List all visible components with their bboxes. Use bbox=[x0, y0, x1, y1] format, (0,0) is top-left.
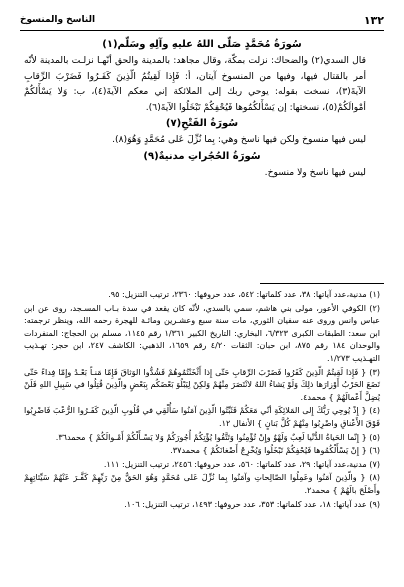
paragraph-fath: ليس فيها منسوخ ولكن فيها ناسخ وهي: بِما نُزِّلَ عَلى مُحَمَّدٍ وَهُوَ(٨). bbox=[112, 134, 366, 146]
paragraph-muhammad: قال السدي(٢) والضحاك: نزلت بمكّة، وقال مجاهد: بالمدينة والحق أنّهـا نزلـت بالمدينة لأنّه أمر بالقتال فيها، وفيها من المنسوخ آيتان، أ: فَإِذا لَقِيتُمُ الّذِينَ كَفَـرُوا فَضَرْبَ الرِّقابِ الآيةَ(٣)، نسخت بقوله: يوحي ربك إلى الملائكة إني معكم الآيةَ(٤)، ب: وَلا يَسْأَلكُمْ أمْوالَكُمْ(٥)، نسختها: إن يَسْأَلكُمُوها فَيُحْفِكُمْ تَبْخَلُوا الآيةَ(٦). bbox=[24, 55, 367, 113]
footnote-5: (٥) { إِنّما الحَياةُ الدُّنْيا لَعِبٌ وَلَهْوٌ وإِنْ تُؤْمِنُوا وَتَتَّقُوا يُؤْتِكُمْ أُجُورَكُمْ وَلا يَسْـأَلْكُمْ أَمْـوالَكُمْ } محمد٣٦. bbox=[55, 431, 380, 442]
page-header bbox=[20, 14, 384, 31]
running-title: الناسخ والمنسوخ bbox=[20, 15, 96, 25]
sura-heading-hujurat: سُورَةُ الحُجُراتِ مدنيةٌ(٩) bbox=[143, 150, 261, 162]
footnote-separator bbox=[260, 283, 384, 284]
footnote-8: (٨) { والّذِينَ آمَنُوا وعَمِلُوا الصّالِحاتِ وآمَنُوا بِما نُزِّلَ عَلى مُحَمَّدٍ وَهُوَ الحَقُّ مِنْ رَبِّهِمْ كَفَّـرَ عَنْهُمْ سَيِّئاتِهِمْ وأَصْلَحَ بالَهُمْ } محمد٢. bbox=[24, 472, 380, 495]
footnote-9: (٩) عدد آياتها: ١٨، عدد كلماتها: ٣٥٣، عدد حروفها: ١٤٩٣، ترتيب التنزيل: ١٠٦. bbox=[124, 498, 380, 509]
footnote-1: (١) مدنية،عدد آياتها: ٣٨، عدد كلماتها: ٥٤٢، عدد حروفها: ٢٣٦٠، ترتيب التنزيل: ٩٥. bbox=[108, 289, 380, 299]
paragraph-hujurat: ليس فيها ناسخ ولا منسوخ. bbox=[264, 166, 366, 178]
footnote-6: (٦) { إِنْ يَسْأَلْكُمُوها فَيُحْفِكُمْ تَبْخَلُوا وَيُخْرِجْ أَضْغانَكُمْ } محمد٣٧. bbox=[170, 445, 380, 456]
footnote-2: (٢) الكوفي الأعور، مولى بني هاشم، سمي بالسدي، لأنّه كان يقعد في سدة بـاب المسـجد، روى عن ابن عباس وانس وروى عنه سفيان الثوري، مات سنة سبع وعشـرين ومائـة للهجرة رحمه الله، وينظر ترجمته: ابن سعد: الطبقات الكبرى ٦/٣٢٣، البخاري: التاريخ الكبير ١/٣٦١ رقم ١١٤٥، مسلم بن الحجاج: المنفردات والوحدان ١٨٤ رقم ٨٧٥، ابن حبان: الثقات ٤/٢٠ رقم ١٦٥٩، الذهبي: الكاشف ٢٤٧، ابن حجر: تهـذيب التهـذيب ١/٢٧٣. bbox=[24, 302, 381, 363]
footnotes bbox=[24, 288, 380, 511]
sura-heading-fath: سُورَةُ الفَتْحِ(٧) bbox=[165, 118, 239, 130]
page-number: ١٣٢ bbox=[363, 14, 384, 27]
main-text bbox=[24, 36, 380, 181]
footnote-7: (٧) مدنية،عدد آياتها: ٢٩، عدد كلماتها: ٥٦٠، عدد حروفها: ٢٤٥٦، ترتيب التنزيل: ١١١. bbox=[103, 458, 380, 469]
sura-heading-muhammad: سُورَةُ مُحَمَّدٍ صَلّى اللهُ عليهِ وآلِهِ وسَلّم(١) bbox=[102, 39, 302, 50]
footnote-4: (٤) { إِذْ يُوحِي رَبُّكَ إِلى المَلائِكَةِ أنّي مَعَكُمْ فَثَبِّتُوا الّذِينَ آمَنُوا سَأُلْقِي في قُلُوبِ الّذِينَ كَفَـرُوا الرُّعْبَ فَاضْرِبُوا فَوْقَ الأَعْناقِ واضْرِبُوا مِنْهُمْ كُلَّ بَنانٍ } الأنفال ١٢. bbox=[24, 405, 380, 428]
footnote-3: (٣) { فَإِذا لَقِيتُمُ الّذِينَ كَفَرُوا فَضَرْبَ الرِّقابِ حَتّى إِذا أَثْخَنْتُمُوهُمْ فَشُدُّوا الوَثاقَ فَإِمّا مَنـاً بَعْـدُ وإِمّا فِداءً حَتّى تَضَعَ الحَرْبُ أَوْزارَها ذلِكَ وَلَوْ يَشاءُ اللهُ لانْتَصَرَ مِنْهُمْ وَلكِنْ لِيَبْلُوَ بَعْضَكُم بِبَعْضٍ والّذِينَ قُتِلُوا في سَبِيلِ اللهِ فَلَنْ يُضِلَّ أَعْمالَهُمْ } محمد٤. bbox=[24, 366, 380, 402]
